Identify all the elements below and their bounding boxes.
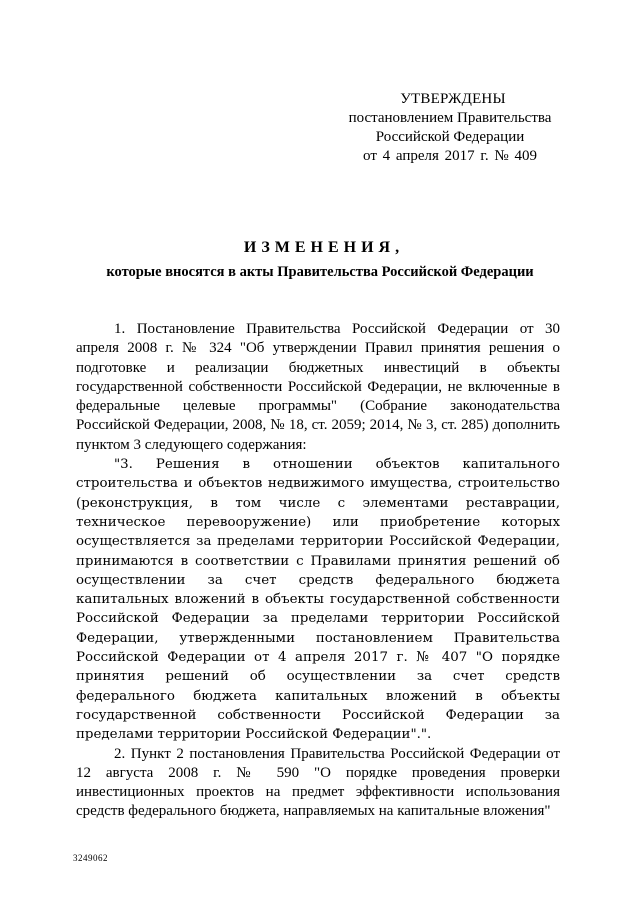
paragraph-quote: "3. Решения в отношении объектов капитального строительства и объектов недвижимого имущества, строительство (реконструкция, в том числе с элементами реставрации, техническое перевооружение) или приобретение которых осуществляется за пределами территории Российской Федерации, принимаются в соответствии с Правилами принятия решений об осуществлении за счет средств федерального бюджета капитальных вложений в объекты государственной собственности Российской Федерации за пределами территории Российской Федерации, утвержденными постановлением Правительства Российской Федерации от 4 апреля 2017 г. № 407 "О порядке принятия решений об осуществлении за счет средств федерального бюджета капитальных вложений в объекты государственной собственности Российской Федерации за пределами территории Российской Федерации".". (76, 457, 560, 743)
approval-heading: УТВЕРЖДЕНЫ (400, 91, 506, 107)
document-code: 3249062 (73, 853, 108, 863)
approval-date-line: от 4 апреля 2017 г. № 409 (363, 148, 537, 164)
document-subtitle: которые вносятся в акты Правительства Российской Федерации (106, 264, 534, 280)
paragraph-1: 1. Постановление Правительства Российской Федерации от 30 апреля 2008 г. № 324 "Об утверждении Правил принятия решения о подготовке и реализации бюджетных инвестиций в объекты государственной собственности Российской Федерации, не включенные в федеральные целевые программы" (Собрание законодательства Российской Федерации, 2008, № 18, ст. 2059; 2014, № 3, ст. 285) дополнить пунктом 3 следующего содержания: (76, 321, 560, 453)
paragraph-2: 2. Пункт 2 постановления Правительства Российской Федерации от 12 августа 2008 г. № 590 "О порядке проведения проверки инвестиционных проектов на предмет эффективности использования средств федерального бюджета, направляемых на капитальные вложения" (76, 745, 560, 820)
document-title: ИЗМЕНЕНИЯ, (243, 239, 405, 256)
approval-line-2: Российской Федерации (375, 129, 525, 145)
document-body (76, 320, 560, 822)
approval-stamp (300, 90, 600, 166)
approval-line-1: постановлением Правительства (348, 110, 552, 126)
